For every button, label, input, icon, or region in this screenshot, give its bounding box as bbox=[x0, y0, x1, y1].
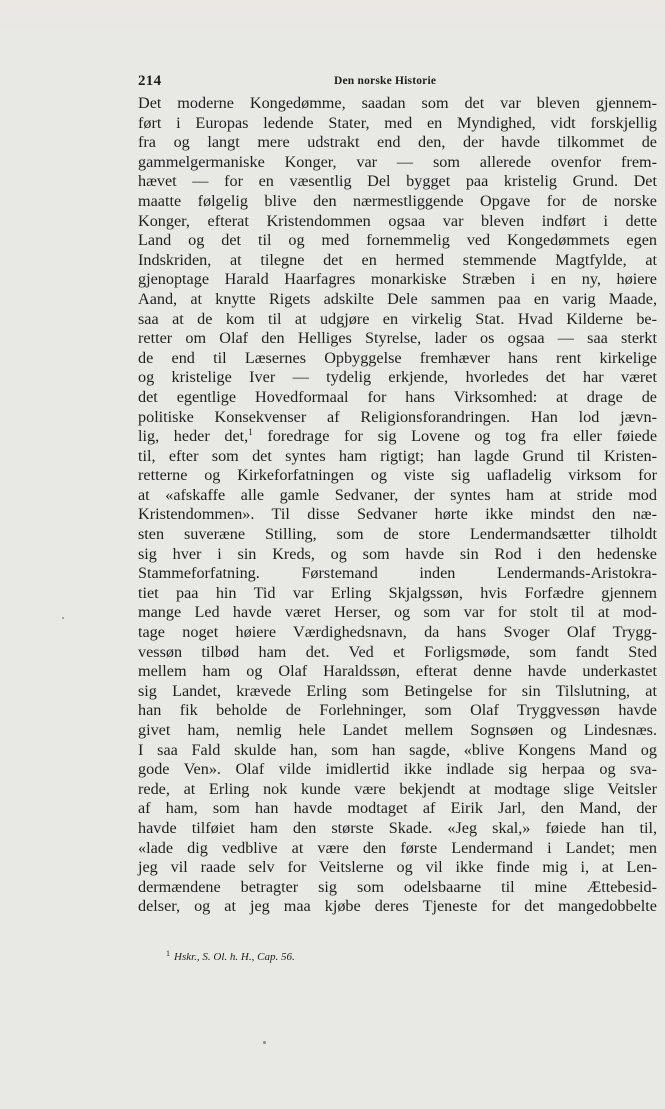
text-line: at «afskaffe alle gamle Sedvaner, der syntes ham at stride mod bbox=[138, 485, 657, 504]
paper-speck bbox=[62, 617, 64, 619]
text-line: gammelgermaniske Konger, var — som allerede ovenfor frem- bbox=[138, 152, 657, 171]
text-line: jeg vil raade selv for Veitslerne og vil ikke finde mig i, at Len- bbox=[138, 858, 657, 877]
text-line: «lade dig vedblive at være den første Lendermand i Landet; men bbox=[138, 838, 657, 857]
text-line: havde tilføiet ham den største Skade. «Jeg skal,» føiede han til, bbox=[138, 818, 657, 837]
body-paragraph bbox=[138, 94, 657, 917]
text-line: til, efter som det syntes ham rigtigt; han lagde Grund til Kristen- bbox=[138, 446, 657, 465]
text-line: Indskriden, at tilegne det en hermed stemmende Magtfylde, at bbox=[138, 250, 657, 269]
paper-speck bbox=[263, 1041, 266, 1044]
text-line: dermændene betragter sig som odelsbaarne til mine Ættebesid- bbox=[138, 877, 657, 896]
text-line: mange Led havde været Herser, og som var for stolt til at mod- bbox=[138, 603, 657, 622]
text-line: sig hver i sin Kreds, og som havde sin Rod i den hedenske bbox=[138, 544, 657, 563]
text-line: Kristendommen». Til disse Sedvaner hørte ikke mindst den næ- bbox=[138, 505, 657, 524]
text-line: gjenoptage Harald Haarfagres monarkiske Stræben i en ny, høiere bbox=[138, 270, 657, 289]
text-line: retterne og Kirkeforfatningen og viste sig uafladelig virksom for bbox=[138, 466, 657, 485]
text-line: han fik beholde de Forlehninger, som Olaf Tryggvessøn havde bbox=[138, 701, 657, 720]
text-line: af ham, som han havde modtaget af Eirik Jarl, den Mand, der bbox=[138, 799, 657, 818]
page-number: 214 bbox=[138, 73, 162, 89]
text-line: de end til Læsernes Opbyggelse fremhæver hans rent kirkelige bbox=[138, 348, 657, 367]
footnote-reference[interactable]: 1 bbox=[248, 427, 253, 438]
text-line: saa at de kom til at udgjøre en virkelig Stat. Hvad Kilderne be- bbox=[138, 309, 657, 328]
text-line: Stammeforfatning. Førstemand inden Lendermands-Aristokra- bbox=[138, 564, 657, 583]
text-segment: lig, heder det, bbox=[138, 427, 249, 446]
text-line: fra og langt mere udstrakt end den, der havde tilkommet de bbox=[138, 133, 657, 152]
text-line: tiet paa hin Tid var Erling Skjalgssøn, hvis Forfædre gjennem bbox=[138, 583, 657, 602]
text-line: tage noget høiere Værdighedsnavn, da hans Svoger Olaf Trygg- bbox=[138, 623, 657, 642]
text-line: politiske Konsekvenser af Religionsforandringen. Han lod jævn- bbox=[138, 407, 657, 426]
text-line: delser, og at jeg maa kjøbe deres Tjeneste for det mangedobbelte bbox=[138, 897, 657, 916]
text-line: mellem ham og Olaf Haraldssøn, efterat denne havde underkastet bbox=[138, 662, 657, 681]
running-header bbox=[138, 73, 656, 91]
text-line: givet ham, nemlig hele Landet mellem Sognsøen og Lindesnæs. bbox=[138, 721, 657, 739]
text-line-with-footnote-ref bbox=[138, 427, 657, 447]
text-line: vessøn tilbød ham det. Ved et Forligsmøde, som fandt Sted bbox=[138, 642, 657, 661]
text-line: Aand, at knytte Rigets adskilte Dele sammen paa en varig Maade, bbox=[138, 289, 657, 308]
text-line: retter om Olaf den Helliges Styrelse, lader os ogsaa — saa sterkt bbox=[138, 329, 657, 348]
text-line: Konger, efterat Kristendommen ogsaa var bleven indført i dette bbox=[138, 211, 657, 230]
text-line: gode Ven». Olaf vilde imidlertid ikke indlade sig herpaa og sva- bbox=[138, 760, 657, 779]
footnote bbox=[166, 949, 295, 963]
text-line: I saa Fald skulde han, som han sagde, «blive Kongens Mand og bbox=[138, 740, 657, 759]
footnote-text: Hskr., S. Ol. h. H., Cap. 56. bbox=[174, 951, 295, 963]
text-line: ført i Europas ledende Stater, med en Myndighed, vidt forskjellig bbox=[138, 113, 657, 132]
text-line: hævet — for en væsentlig Del bygget paa kristelig Grund. Det bbox=[138, 172, 657, 191]
text-line: sig Landet, krævede Erling som Betingelse for sin Tilslutning, at bbox=[138, 681, 657, 700]
text-line: og kristelige Iver — tydelig erkjende, hvorledes det har været bbox=[138, 368, 657, 387]
footnote-marker: 1 bbox=[166, 949, 170, 958]
text-line: det egentlige Hovedformaal for hans Virksomhed: at drage de bbox=[138, 387, 657, 406]
text-line: maatte følgelig blive den nærmestliggende Opgave for de norske bbox=[138, 191, 657, 210]
text-line: Land og det til og med fornemmelig ved Kongedømmets egen bbox=[138, 231, 657, 250]
text-line: sten suveræne Stilling, som de store Lendermandsætter tilholdt bbox=[138, 525, 657, 544]
text-line: Det moderne Kongedømme, saadan som det var bleven gjennem- bbox=[138, 94, 657, 112]
text-segment: foredrage for sig Lovene og tog fra eller føiede bbox=[252, 427, 658, 446]
running-title: Den norske Historie bbox=[334, 75, 437, 87]
text-line: rede, at Erling nok kunde være bekjendt at modtage slige Veitsler bbox=[138, 779, 657, 798]
